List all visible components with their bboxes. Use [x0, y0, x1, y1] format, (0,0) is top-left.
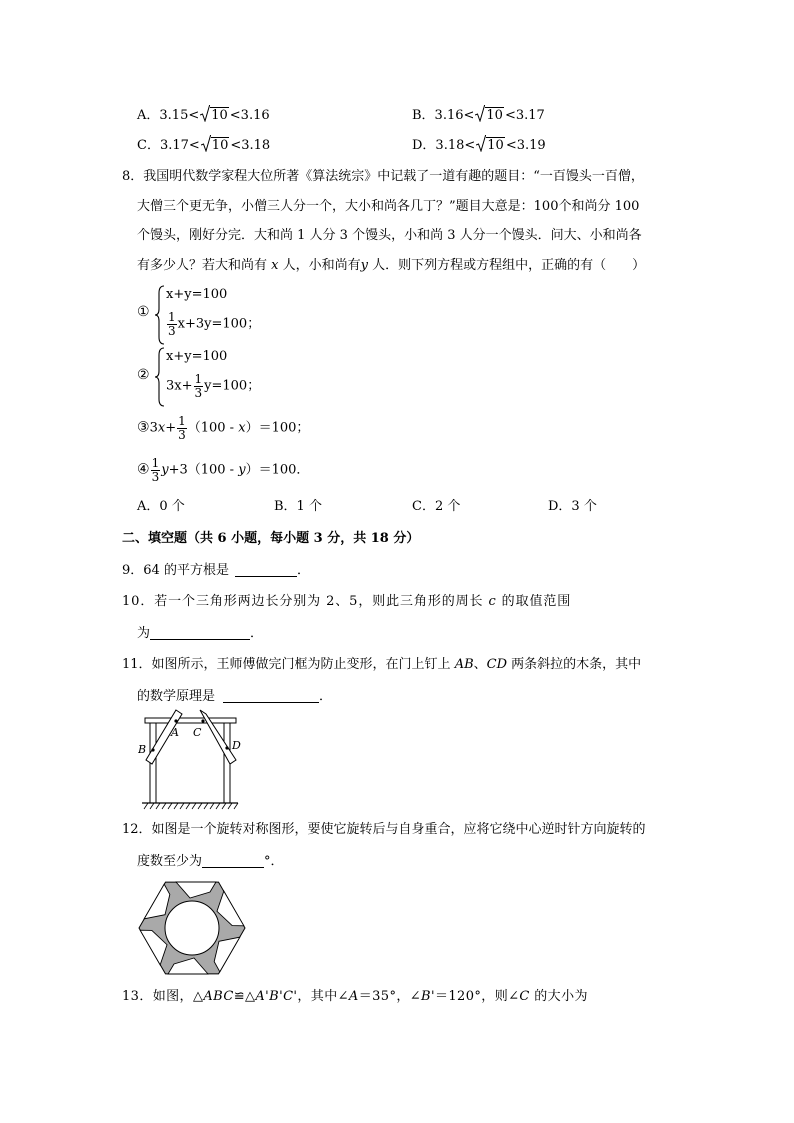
- sqrt-symbol: 10: [476, 135, 505, 152]
- left-brace-icon: [155, 347, 165, 407]
- question-11-line-1: 11．如图所示，王师傅做完门框为防止变形，在门上钉上 AB、CD 两条斜拉的木条，其中: [122, 657, 642, 672]
- equation-1-label: ①: [137, 304, 150, 320]
- q8-line-2: 大僧三个更无争，小僧三人分一个，大小和尚各几丁？”题目大意是：100个和尚分 100: [137, 199, 640, 214]
- sqrt-symbol: 10: [475, 105, 504, 122]
- answer-blank[interactable]: [150, 625, 250, 640]
- point-label-b: B: [138, 743, 147, 756]
- question-12-line-1: 12．如图是一个旋转对称图形，要使它旋转后与自身重合，应将它绕中心逆时针方向旋转的: [122, 822, 646, 837]
- sqrt-symbol: 10: [200, 105, 229, 122]
- answer-blank[interactable]: [223, 688, 319, 703]
- answer-blank[interactable]: [202, 853, 264, 868]
- fraction: $\frac{1}{3}$: [151, 456, 160, 484]
- section-heading: 二、填空题（共 6 小题，每小题 3 分，共 18 分）: [122, 531, 420, 546]
- equation-2-row-2: 3x+ $\frac{1}{3}$ y=100；: [166, 372, 261, 400]
- q8-option-b: B．1 个: [274, 499, 322, 514]
- question-9: 9．64 的平方根是 ．: [122, 563, 310, 578]
- equation-3: ③3x+ $\frac{1}{3}$ （100 - x）＝100；: [137, 414, 310, 442]
- equation-1-row-1: x+y=100: [166, 287, 228, 302]
- q8-option-d: D．3 个: [548, 499, 597, 514]
- answer-blank[interactable]: [235, 562, 297, 577]
- q8-line-3: 个馒头，刚好分完．大和尚 1 人分 3 个馒头，小和尚 3 人分一个馒头．问大、小和尚各: [137, 228, 642, 243]
- q7-option-b: B．3.16< 10 <3.17: [412, 105, 545, 122]
- fraction: $\frac{1}{3}$: [168, 310, 176, 338]
- rotational-hexagon-figure: [137, 880, 247, 976]
- fraction: $\frac{1}{3}$: [194, 372, 203, 400]
- point-label-d: D: [232, 739, 241, 752]
- point-label-a: A: [171, 726, 179, 739]
- q8-option-c: C．2 个: [412, 499, 461, 514]
- sqrt-symbol: 10: [201, 135, 230, 152]
- question-10-line-1: 10．若一个三角形两边长分别为 2、5，则此三角形的周长 c 的取值范围: [122, 594, 572, 609]
- question-10-line-2: 为 ．: [137, 626, 264, 641]
- q8-line-4: 有多少人？若大和尚有 x 人，小和尚有y 人．则下列方程或方程组中，正确的有（ ）: [137, 258, 646, 273]
- q7-option-a: A．3.15< 10 <3.16: [137, 105, 270, 122]
- question-12-line-2: 度数至少为 °．: [137, 854, 284, 869]
- equation-2-label: ②: [137, 367, 150, 383]
- q8-option-a: A．0 个: [137, 499, 185, 514]
- door-frame-figure: [138, 706, 242, 810]
- question-13: 13．如图，△ABC≌△A'B'C'，其中∠A＝35°，∠B'＝120°，则∠C 的大小为: [122, 989, 588, 1004]
- q7-option-d: D．3.18< 10 <3.19: [412, 135, 546, 152]
- q7-option-c: C．3.17< 10 <3.18: [137, 135, 270, 152]
- fraction: $\frac{1}{3}$: [178, 414, 186, 442]
- question-11-line-2: 的数学原理是 ．: [137, 689, 333, 704]
- left-brace-icon: [155, 285, 165, 345]
- point-label-c: C: [193, 726, 202, 739]
- equation-2-row-1: x+y=100: [166, 349, 228, 364]
- q8-line-1: 8．我国明代数学家程大位所著《算法统宗》中记载了一道有趣的题目：“一百馒头一百僧，: [122, 169, 644, 184]
- equation-1-row-2: $\frac{1}{3}$ x+3y=100；: [168, 310, 261, 338]
- equation-4: ④ $\frac{1}{3}$ y+3（100 - y）＝100．: [137, 456, 310, 484]
